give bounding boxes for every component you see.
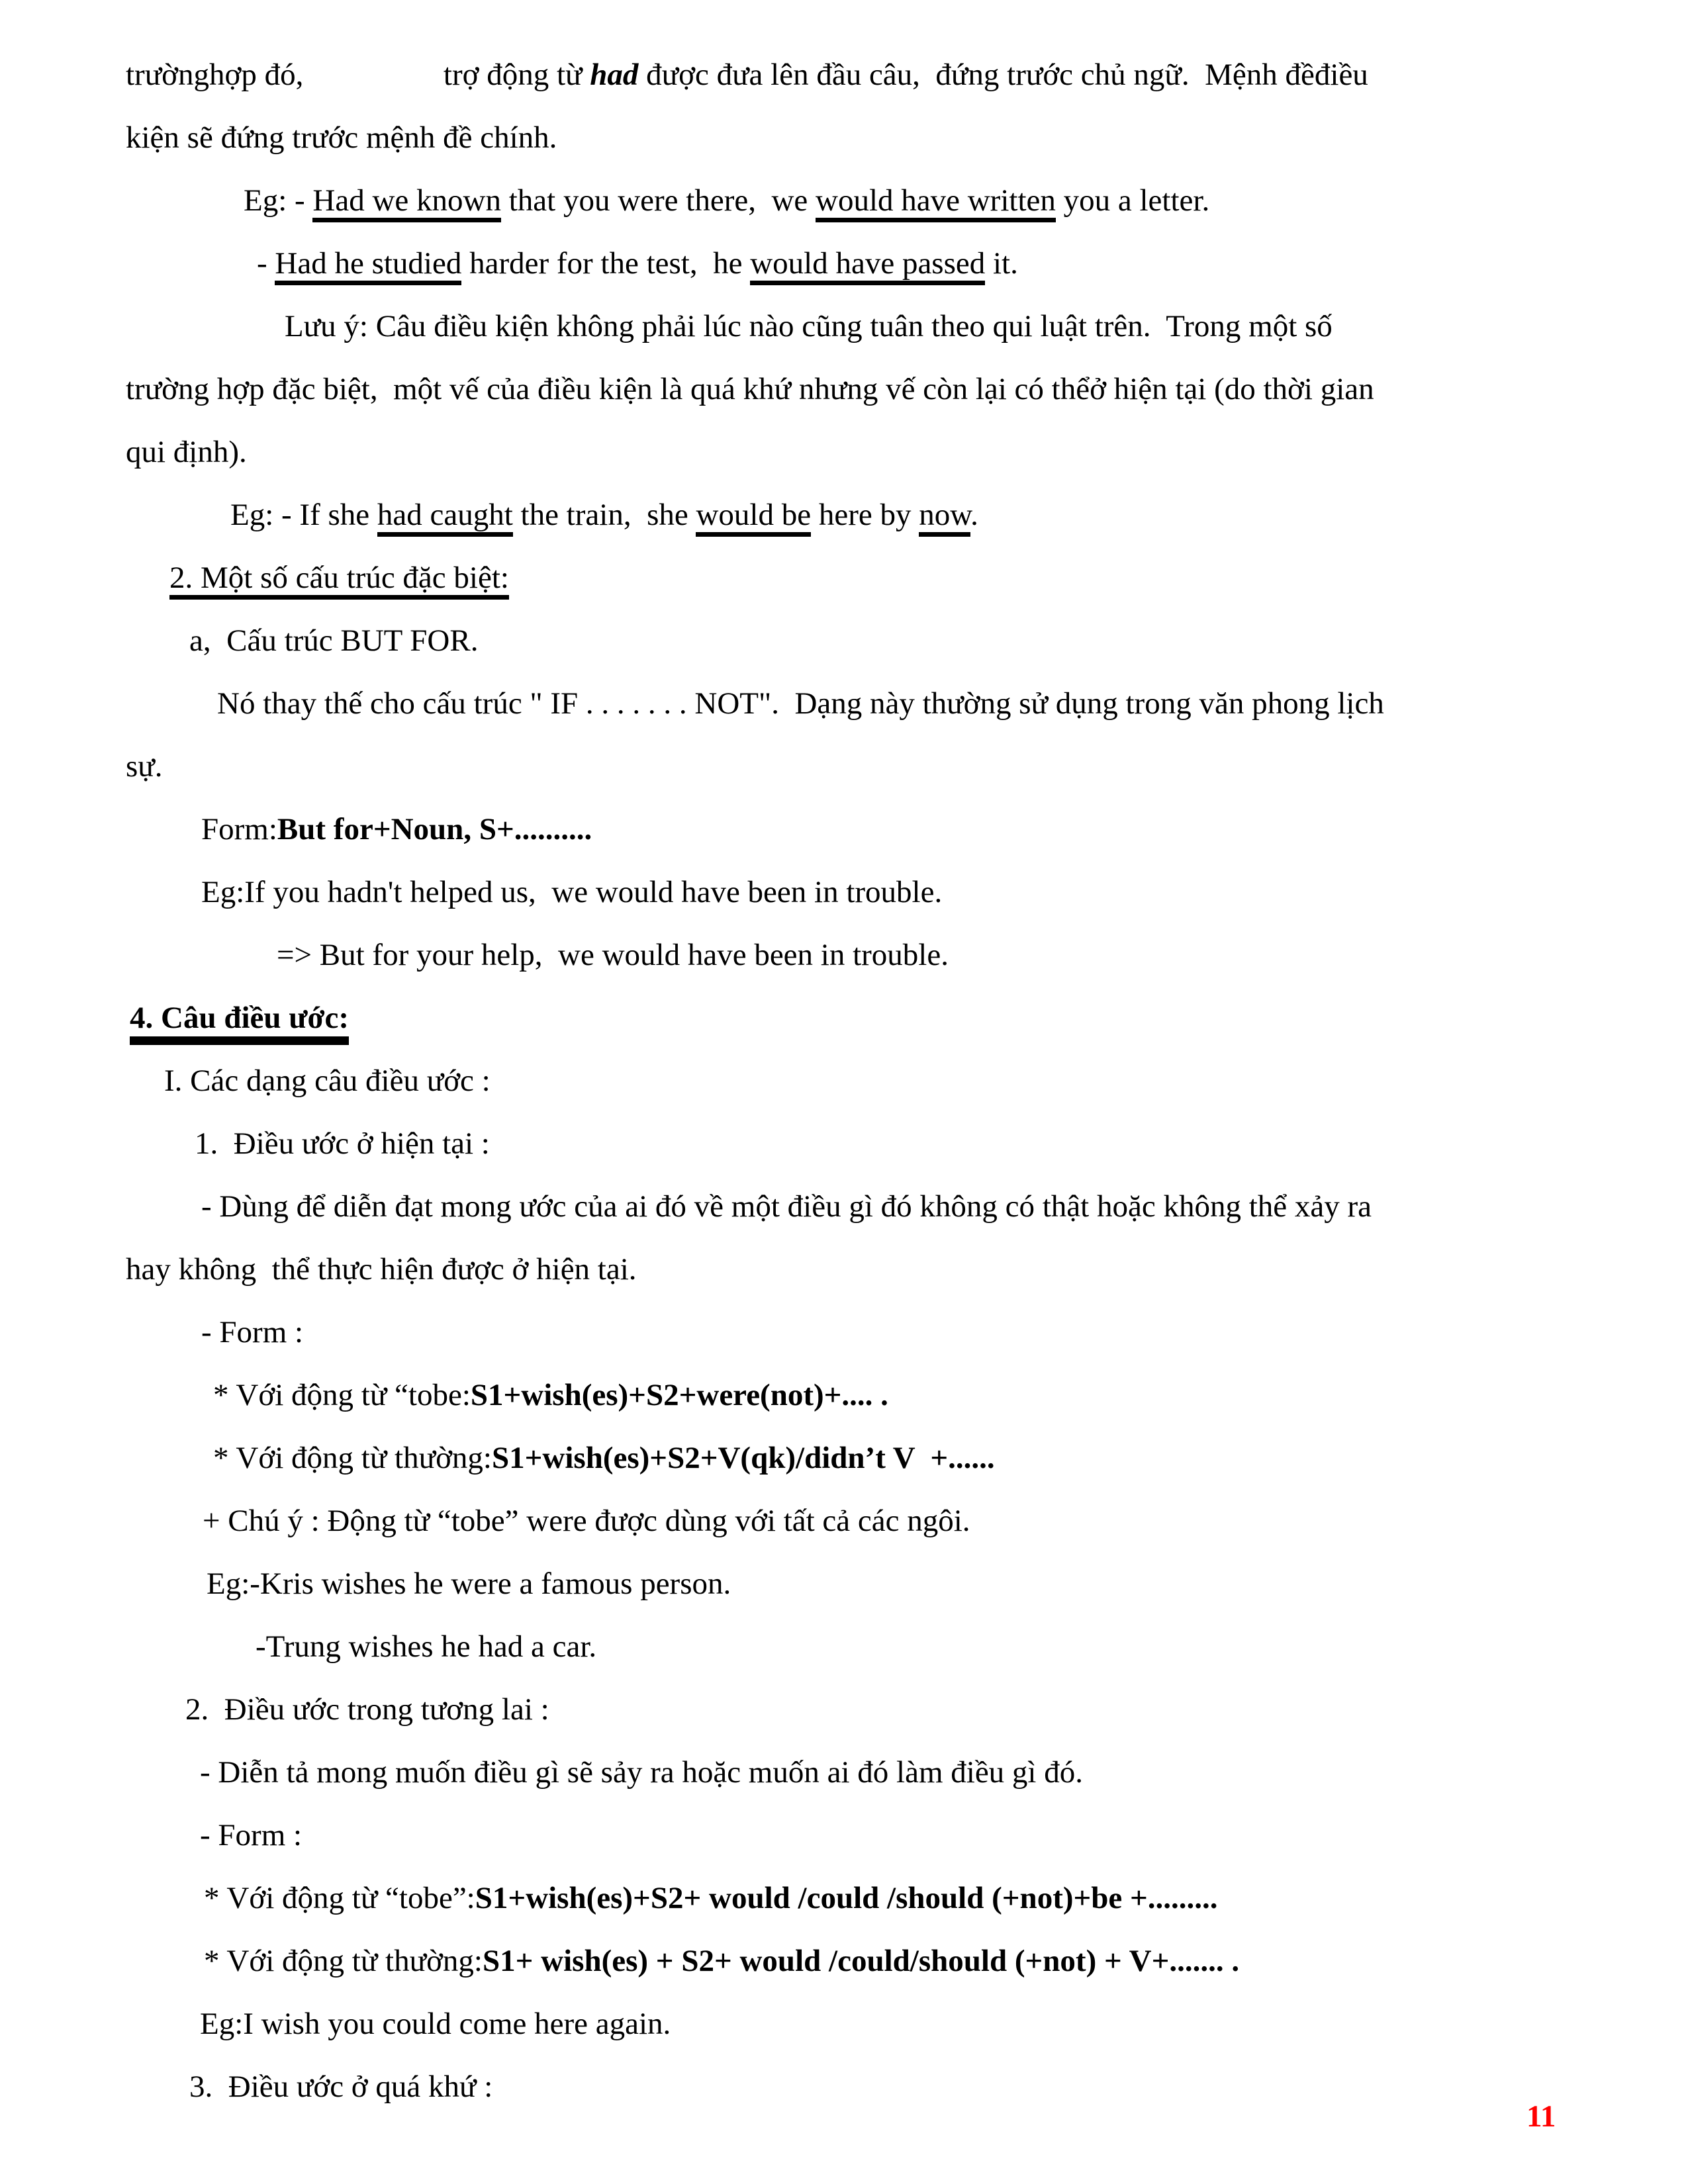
text-segment: trường hợp đặc biệt, một vế của điều kiện là quá khứ nhưng vế còn lại có thểở hiện tại (do thời gian <box>126 372 1374 406</box>
text-segment: - Dùng để diễn đạt mong ước của ai đó về một điều gì đó không có thật hoặc không thể xảy ra <box>201 1189 1372 1224</box>
text-line <box>126 232 1575 295</box>
text-segment: hay không thể thực hiện được ở hiện tại. <box>126 1252 637 1287</box>
text-line <box>126 1113 1575 1175</box>
text-segment: here by <box>811 498 919 532</box>
text-segment: - <box>257 246 275 281</box>
text-line <box>126 735 1575 798</box>
text-segment: that you were there, we <box>500 183 816 218</box>
text-line <box>126 1615 1575 1678</box>
text-line <box>126 2056 1575 2118</box>
bold-text: S1+wish(es)+S2+ would /could /should (+not)+be +......... <box>475 1881 1218 1915</box>
text-segment: sự. <box>126 749 163 784</box>
text-line <box>126 358 1575 421</box>
text-segment: => But for your help, we would have been in trouble. <box>277 938 949 972</box>
underlined-text: would have written <box>816 183 1056 222</box>
text-segment: được đưa lên đầu câu, đứng trước chủ ngữ. Mệnh đềđiều <box>638 58 1368 92</box>
text-segment: 3. Điều ước ở quá khứ : <box>189 2070 493 2104</box>
text-segment: you a letter. <box>1055 183 1210 218</box>
text-segment: I. Các dạng câu điều ước : <box>164 1064 491 1098</box>
text-line <box>126 1175 1575 1238</box>
text-line <box>126 1804 1575 1867</box>
text-segment: kiện sẽ đứng trước mệnh đề chính. <box>126 120 557 155</box>
text-segment: it. <box>985 246 1018 281</box>
text-segment: - Form : <box>201 1315 304 1349</box>
underlined-text: had caught <box>377 498 513 537</box>
underlined-text: Had he studied <box>275 246 461 285</box>
text-segment: Eg:If you hadn't helped us, we would have been in trouble. <box>201 875 943 909</box>
underlined-text: 4. Câu điều ước: <box>130 1001 349 1045</box>
text-segment: * Với động từ thường: <box>213 1441 492 1475</box>
underlined-text: Had we known <box>312 183 501 222</box>
text-segment: Eg:-Kris wishes he were a famous person. <box>207 1567 731 1601</box>
text-segment: -Trung wishes he had a car. <box>256 1629 597 1664</box>
text-line <box>126 924 1575 987</box>
text-segment: 1. Điều ước ở hiện tại : <box>195 1126 490 1161</box>
text-line <box>126 1427 1575 1490</box>
text-segment: * Với động từ “tobe”: <box>204 1881 475 1915</box>
text-line <box>126 1364 1575 1427</box>
text-line <box>126 1993 1575 2056</box>
text-segment: trườnghợp đó, trợ động từ <box>126 58 590 92</box>
bold-text: S1+ wish(es) + S2+ would /could/should (+not) + V+....... . <box>482 1944 1240 1978</box>
underlined-text: would be <box>696 498 811 537</box>
text-segment: Lưu ý: Câu điều kiện không phải lúc nào cũng tuân theo qui luật trên. Trong một số <box>285 309 1333 343</box>
text-line <box>126 1930 1575 1993</box>
text-line <box>126 1741 1575 1804</box>
text-line <box>126 484 1575 547</box>
text-segment: - Diễn tả mong muốn điều gì sẽ sảy ra hoặc muốn ai đó làm điều gì đó. <box>200 1755 1083 1790</box>
text-line <box>126 1678 1575 1741</box>
text-line <box>126 107 1575 169</box>
text-segment: the train, she <box>512 498 696 532</box>
page-number: 11 <box>1526 2099 1556 2134</box>
text-line <box>126 421 1575 484</box>
text-line <box>126 1238 1575 1301</box>
text-line <box>126 547 1575 610</box>
text-segment: * Với động từ thường: <box>204 1944 483 1978</box>
text-line <box>126 1867 1575 1930</box>
underlined-text: would have passed <box>750 246 985 285</box>
text-line <box>126 1553 1575 1615</box>
text-line <box>126 610 1575 672</box>
text-segment: a, Cấu trúc BUT FOR. <box>189 623 479 658</box>
text-line <box>126 798 1575 861</box>
text-line <box>126 169 1575 232</box>
text-line <box>126 44 1575 107</box>
document-body <box>126 44 1575 2118</box>
text-line <box>126 987 1575 1050</box>
text-line <box>126 1301 1575 1364</box>
text-line <box>126 1050 1575 1113</box>
bold-text: But for+Noun, S+.......... <box>277 812 592 846</box>
text-segment: qui định). <box>126 435 247 469</box>
bold-text: S1+wish(es)+S2+V(qk)/didn’t V +...... <box>491 1441 995 1475</box>
text-line <box>126 295 1575 358</box>
text-line <box>126 861 1575 924</box>
text-line <box>126 672 1575 735</box>
underlined-text: now <box>919 498 970 537</box>
text-segment: Eg:I wish you could come here again. <box>200 2007 671 2041</box>
text-segment: Form: <box>201 812 277 846</box>
text-segment: Nó thay thế cho cấu trúc " IF . . . . . . . NOT". Dạng này thường sử dụng trong văn phong lịch <box>217 686 1384 721</box>
text-line <box>126 1490 1575 1553</box>
underlined-text: 2. Một số cấu trúc đặc biệt: <box>169 561 509 600</box>
text-segment: Eg: - If she <box>230 498 377 532</box>
text-segment: * Với động từ “tobe: <box>213 1378 471 1412</box>
text-segment: + Chú ý : Động từ “tobe” were được dùng với tất cả các ngôi. <box>203 1504 970 1538</box>
bold-text: had <box>590 58 639 92</box>
text-segment: - Form : <box>200 1818 303 1852</box>
bold-text: S1+wish(es)+S2+were(not)+.... . <box>470 1378 888 1412</box>
text-segment: Eg: - <box>244 183 313 218</box>
text-segment: 2. Điều ước trong tương lai : <box>185 1692 549 1727</box>
text-segment: harder for the test, he <box>461 246 751 281</box>
text-segment: . <box>970 498 978 532</box>
